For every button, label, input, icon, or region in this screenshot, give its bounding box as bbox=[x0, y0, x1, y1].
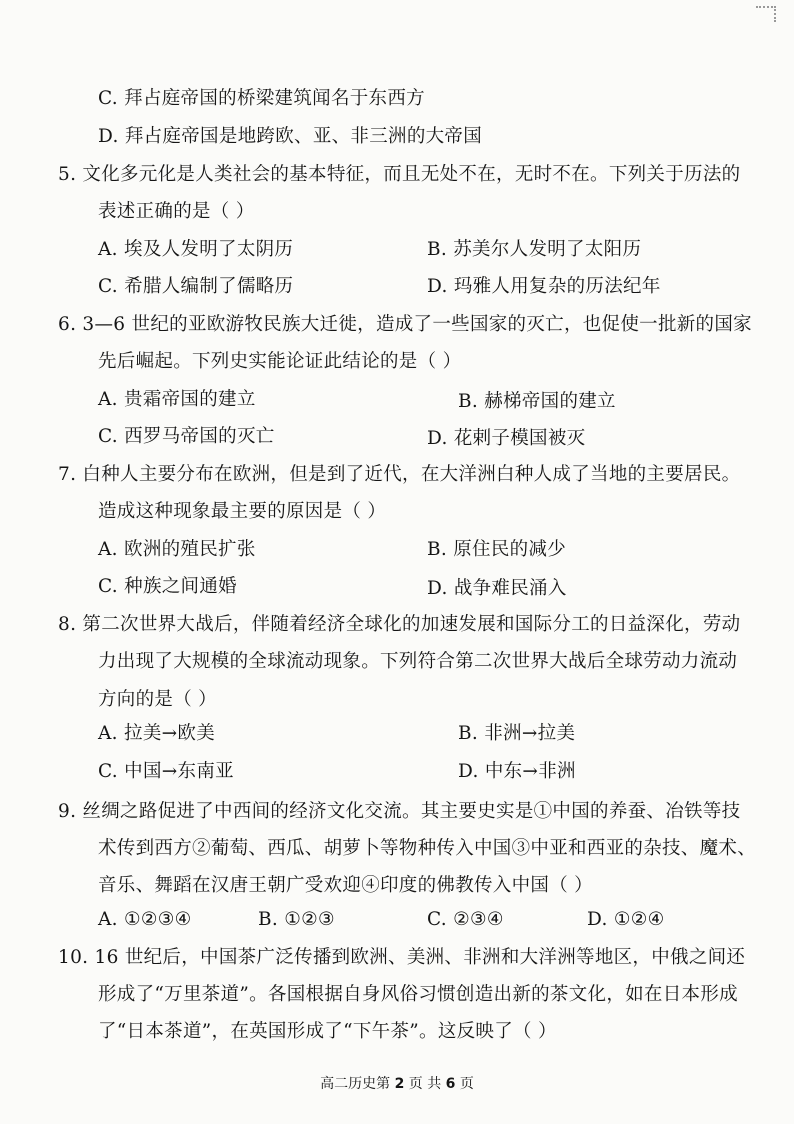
footer-suffix: 页 bbox=[459, 1076, 474, 1092]
q6-option-c: C. 西罗马帝国的灭亡 bbox=[98, 426, 275, 447]
q7-stem-line2: 造成这种现象最主要的原因是（ ） bbox=[98, 501, 387, 522]
q7-option-d: D. 战争难民涌入 bbox=[427, 578, 567, 599]
footer-prefix: 高二历史第 bbox=[320, 1076, 391, 1092]
q5-option-a: A. 埃及人发明了太阴历 bbox=[98, 239, 294, 260]
footer-total-pages: 6 bbox=[445, 1076, 456, 1092]
q7-stem-line1: 7. 白种人主要分布在欧洲，但是到了近代，在大洋洲白种人成了当地的主要居民。 bbox=[58, 464, 741, 485]
q7-option-a: A. 欧洲的殖民扩张 bbox=[98, 539, 256, 560]
q5-stem-line2: 表述正确的是（ ） bbox=[98, 201, 255, 222]
footer-page-number: 2 bbox=[394, 1076, 405, 1092]
q8-stem-line3: 方向的是（ ） bbox=[98, 689, 217, 710]
q4-option-c: C. 拜占庭帝国的桥梁建筑闻名于东西方 bbox=[98, 88, 425, 109]
q5-option-c: C. 希腊人编制了儒略历 bbox=[98, 276, 294, 297]
q9-option-d: D. ①②④ bbox=[587, 909, 665, 930]
q9-option-a: A. ①②③④ bbox=[98, 909, 192, 930]
q6-option-d: D. 花剌子模国被灭 bbox=[427, 428, 586, 449]
q9-stem-line1: 9. 丝绸之路促进了中西间的经济文化交流。其主要史实是①中国的养蚕、冶铁等技 bbox=[58, 801, 741, 822]
footer-mid: 页 共 bbox=[408, 1076, 442, 1092]
q8-option-b: B. 非洲→拉美 bbox=[458, 723, 576, 744]
q10-stem-line2: 形成了“万里茶道”。各国根据自身风俗习惯创造出新的茶文化，如在日本形成 bbox=[98, 984, 738, 1005]
q7-option-c: C. 种族之间通婚 bbox=[98, 576, 237, 597]
q8-option-d: D. 中东→非洲 bbox=[458, 761, 576, 782]
page-footer bbox=[0, 1074, 794, 1094]
q8-stem-line1: 8. 第二次世界大战后，伴随着经济全球化的加速发展和国际分工的日益深化，劳动 bbox=[58, 614, 741, 635]
q9-option-c: C. ②③④ bbox=[427, 909, 504, 930]
q4-option-d: D. 拜占庭帝国是地跨欧、亚、非三洲的大帝国 bbox=[98, 126, 483, 147]
q9-stem-line2: 术传到西方②葡萄、西瓜、胡萝卜等物种传入中国③中亚和西亚的杂技、魔术、 bbox=[98, 838, 757, 859]
q8-option-c: C. 中国→东南亚 bbox=[98, 761, 234, 782]
q9-option-b: B. ①②③ bbox=[258, 909, 335, 930]
q10-stem-line3: 了“日本茶道”，在英国形成了“下午茶”。这反映了（ ） bbox=[98, 1021, 557, 1042]
q5-stem-line1: 5. 文化多元化是人类社会的基本特征，而且无处不在，无时不在。下列关于历法的 bbox=[58, 164, 741, 185]
q8-option-a: A. 拉美→欧美 bbox=[98, 723, 216, 744]
q10-stem-line1: 10. 16 世纪后，中国茶广泛传播到欧洲、美洲、非洲和大洋洲等地区，中俄之间还 bbox=[58, 947, 746, 968]
q6-option-b: B. 赫梯帝国的建立 bbox=[458, 391, 616, 412]
q6-option-a: A. 贵霜帝国的建立 bbox=[98, 389, 256, 410]
q5-option-b: B. 苏美尔人发明了太阳历 bbox=[427, 239, 642, 260]
q6-stem-line2: 先后崛起。下列史实能论证此结论的是（ ） bbox=[98, 351, 462, 372]
q9-stem-line3: 音乐、舞蹈在汉唐王朝广受欢迎④印度的佛教传入中国（ ） bbox=[98, 875, 593, 896]
q5-option-d: D. 玛雅人用复杂的历法纪年 bbox=[427, 276, 661, 297]
scan-corner-mark bbox=[756, 6, 776, 22]
q8-stem-line2: 力出现了大规模的全球流动现象。下列符合第二次世界大战后全球劳动力流动 bbox=[98, 651, 738, 672]
q7-option-b: B. 原住民的减少 bbox=[427, 539, 567, 560]
q6-stem-line1: 6. 3—6 世纪的亚欧游牧民族大迁徙，造成了一些国家的灭亡，也促使一批新的国家 bbox=[58, 314, 752, 335]
